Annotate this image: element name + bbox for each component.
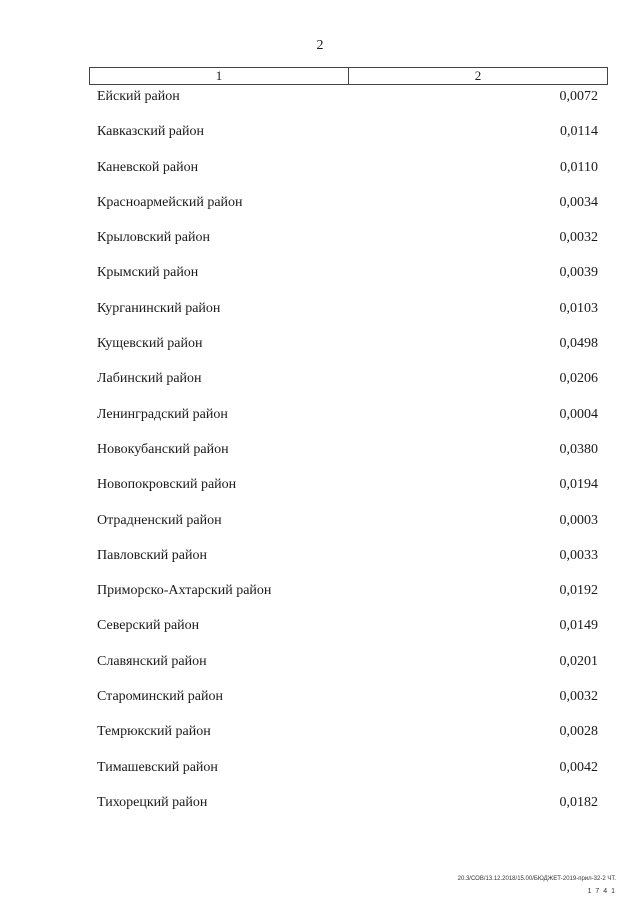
district-value: 0,0114 bbox=[560, 124, 598, 140]
table-row bbox=[0, 229, 640, 264]
district-value: 0,0149 bbox=[559, 618, 598, 634]
district-value: 0,0194 bbox=[559, 477, 598, 493]
table-row bbox=[0, 88, 640, 123]
district-value: 0,0103 bbox=[559, 300, 598, 316]
district-name: Северский район bbox=[97, 618, 200, 634]
district-value: 0,0032 bbox=[559, 230, 598, 246]
table-row bbox=[0, 335, 640, 370]
district-name: Кавказский район bbox=[97, 124, 205, 140]
district-name: Лабинский район bbox=[97, 371, 202, 387]
table-row bbox=[0, 300, 640, 335]
district-name: Темрюкский район bbox=[97, 724, 211, 740]
document-number: 1 7 4 1 bbox=[587, 888, 616, 895]
document-code: 20.3/СОВ/13.12.2018/15.00/БЮДЖЕТ-2019-прил-32-2 ЧТ. bbox=[457, 876, 616, 882]
district-name: Отрадненский район bbox=[97, 512, 222, 528]
page-number: 2 bbox=[316, 38, 324, 53]
district-value: 0,0072 bbox=[559, 89, 598, 104]
district-name: Ейский район bbox=[97, 89, 180, 104]
district-value: 0,0042 bbox=[559, 759, 598, 775]
table-row bbox=[0, 194, 640, 229]
district-value: 0,0201 bbox=[559, 653, 598, 669]
district-value: 0,0034 bbox=[559, 194, 598, 210]
district-name: Староминский район bbox=[97, 689, 223, 705]
table-row bbox=[0, 582, 640, 617]
column-header-1: 1 bbox=[90, 68, 349, 84]
table-row bbox=[0, 370, 640, 405]
district-value: 0,0039 bbox=[559, 265, 598, 281]
district-name: Крыловский район bbox=[97, 230, 210, 246]
district-name: Славянский район bbox=[97, 653, 207, 669]
district-name: Новопокровский район bbox=[97, 477, 237, 493]
district-name: Каневской район bbox=[97, 159, 199, 175]
table-row bbox=[0, 688, 640, 723]
table-row bbox=[0, 617, 640, 652]
district-name: Тихорецкий район bbox=[97, 794, 208, 810]
table-header bbox=[89, 67, 608, 85]
district-name: Павловский район bbox=[97, 547, 207, 563]
district-value: 0,0110 bbox=[560, 159, 598, 175]
table-row bbox=[0, 441, 640, 476]
district-name: Красноармейский район bbox=[97, 194, 243, 210]
table-row bbox=[0, 653, 640, 688]
district-name: Новокубанский район bbox=[97, 441, 229, 457]
district-name: Ленинградский район bbox=[97, 406, 228, 422]
district-value: 0,0206 bbox=[559, 371, 598, 387]
district-name: Курганинский район bbox=[97, 300, 221, 316]
table-row bbox=[0, 547, 640, 582]
table-body bbox=[0, 88, 640, 829]
district-value: 0,0182 bbox=[559, 794, 598, 810]
table-row bbox=[0, 406, 640, 441]
table-row bbox=[0, 476, 640, 511]
table-row bbox=[0, 723, 640, 758]
district-value: 0,0004 bbox=[559, 406, 598, 422]
district-value: 0,0032 bbox=[559, 689, 598, 705]
district-value: 0,0003 bbox=[559, 512, 598, 528]
district-name: Крымский район bbox=[97, 265, 199, 281]
table-row bbox=[0, 159, 640, 194]
table-row bbox=[0, 759, 640, 794]
district-value: 0,0033 bbox=[559, 547, 598, 563]
district-value: 0,0192 bbox=[559, 583, 598, 599]
column-header-2: 2 bbox=[474, 68, 482, 83]
district-value: 0,0498 bbox=[559, 336, 598, 352]
district-name: Приморско-Ахтарский район bbox=[97, 583, 272, 599]
district-name: Кущевский район bbox=[97, 336, 203, 352]
district-name: Тимашевский район bbox=[97, 759, 218, 775]
table-row bbox=[0, 512, 640, 547]
table-row bbox=[0, 264, 640, 299]
district-value: 0,0028 bbox=[559, 724, 598, 740]
table-row bbox=[0, 123, 640, 158]
table-row bbox=[0, 794, 640, 829]
district-value: 0,0380 bbox=[559, 441, 598, 457]
